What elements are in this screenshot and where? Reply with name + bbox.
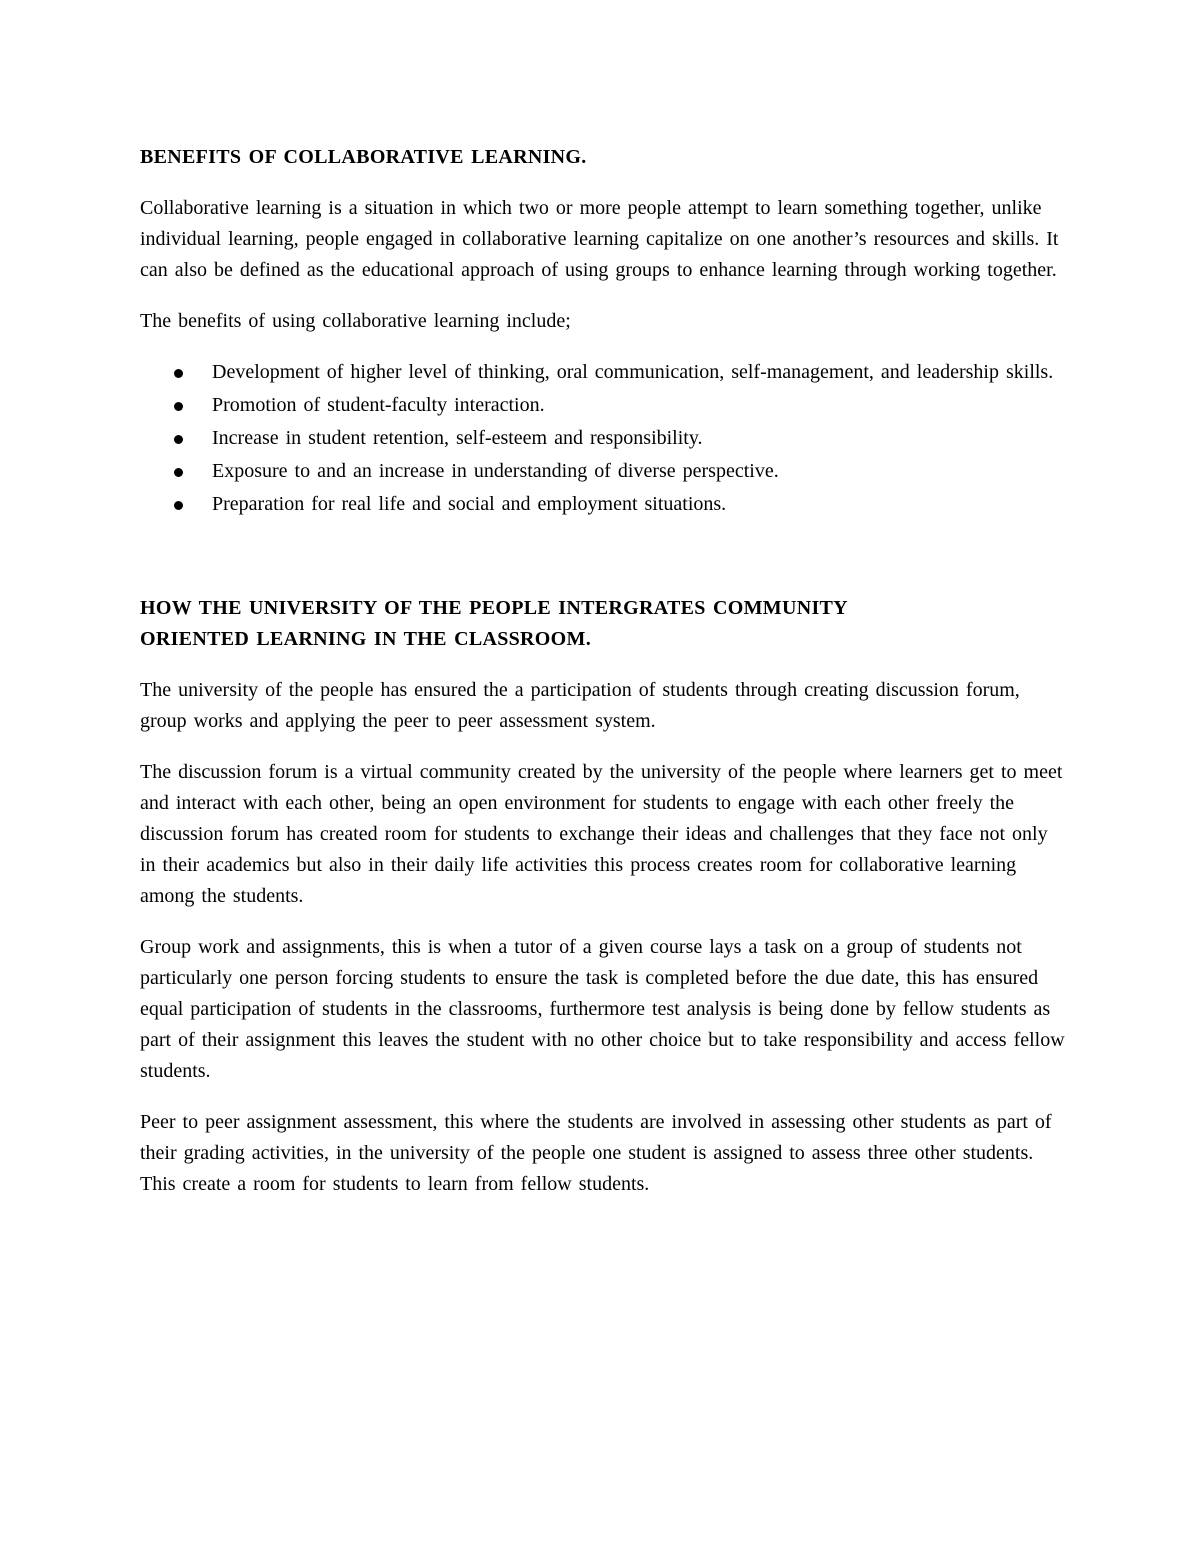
list-item [212,390,1070,421]
bullet-icon [174,435,183,444]
bullet-icon [174,501,183,510]
list-item [212,423,1070,454]
paragraph-discussion-forum: The discussion forum is a virtual community created by the university of the people where learners get to meet and interact with each other, being an open environment for students to engage with each other freely the discussion forum has created room for students to exchange their ideas and challenges that they face not only in their academics but also in their daily life activities this process creates room for collaborative learning among the students. [140,761,1063,907]
bullet-icon [174,402,183,411]
paragraph-group-work: Group work and assignments, this is when a tutor of a given course lays a task on a group of students not particularly one person forcing students to ensure the task is completed before the due date, this has ensured equal participation of students in the classrooms, furthermore test analysis is being done by fellow students as part of their assignment this leaves the student with no other choice but to take responsibility and access fellow students. [140,936,1065,1082]
list-item-text: Exposure to and an increase in understanding of diverse perspective. [212,460,779,482]
list-item-text: Promotion of student-faculty interaction. [212,394,545,416]
section-heading-university [140,593,1070,655]
paragraph-participation: The university of the people has ensured the a participation of students through creating discussion forum, group works and applying the peer to peer assessment system. [140,679,1020,732]
section-heading-line-1: HOW THE UNIVERSITY OF THE PEOPLE INTERGRATES COMMUNITY [140,597,848,619]
benefits-list [140,357,1070,520]
section-heading-line-2: ORIENTED LEARNING IN THE CLASSROOM. [140,628,591,650]
list-item-text: Increase in student retention, self-esteem and responsibility. [212,427,703,449]
paragraph-benefits-intro: The benefits of using collaborative learning include; [140,310,571,332]
document-page [140,142,1070,1220]
list-item [212,456,1070,487]
list-item [212,489,1070,520]
bullet-icon [174,468,183,477]
list-item [212,357,1070,388]
list-item-text: Development of higher level of thinking, oral communication, self-management, and leadership skills. [212,361,1054,383]
paragraph-peer-assessment: Peer to peer assignment assessment, this where the students are involved in assessing other students as part of their grading activities, in the university of the people one student is assigned to assess three other students. This create a room for students to learn from fellow students. [140,1111,1052,1195]
section-heading-benefits: BENEFITS OF COLLABORATIVE LEARNING. [140,146,587,168]
list-item-text: Preparation for real life and social and employment situations. [212,493,727,515]
paragraph-definition: Collaborative learning is a situation in which two or more people attempt to learn something together, unlike individual learning, people engaged in collaborative learning capitalize on one another’s resources and skills. It can also be defined as the educational approach of using groups to enhance learning through working together. [140,197,1059,281]
bullet-icon [174,369,183,378]
